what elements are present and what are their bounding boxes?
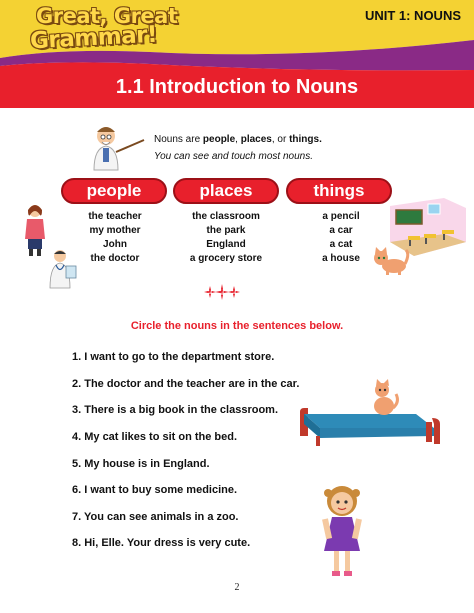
list-item: the teacher — [88, 211, 142, 222]
bed-illustration — [296, 378, 442, 448]
sentence-2: 2. The doctor and the teacher are in the car. — [72, 378, 300, 390]
page-title: 1.1 Introduction to Nouns — [115, 76, 359, 98]
sentence-3: 3. There is a big book in the classroom. — [72, 404, 278, 416]
intro-people: people — [202, 134, 236, 145]
professor-illustration — [90, 124, 148, 172]
list-item: John — [103, 239, 127, 250]
things-list — [306, 210, 376, 266]
intro-sep-1: , — [235, 134, 241, 145]
intro-places: places — [240, 134, 272, 145]
category-pill-things: things — [286, 178, 392, 204]
list-item: the park — [206, 225, 246, 236]
sentence-7: 7. You can see animals in a zoo. — [72, 511, 239, 523]
sentence-1: 1. I want to go to the department store. — [72, 351, 275, 363]
intro-line-1 — [154, 131, 322, 148]
intro-line-2: You can see and touch most nouns. — [154, 151, 313, 162]
logo-line-1: Great, Great — [36, 4, 178, 28]
cat-illustration — [372, 246, 410, 276]
list-item: the doctor — [90, 253, 140, 264]
sparkle-icon — [204, 286, 216, 298]
list-item: a house — [322, 253, 360, 264]
doctor-illustration — [48, 248, 78, 290]
sparkle-divider — [200, 283, 244, 301]
intro-things: things. — [289, 134, 322, 145]
sparkle-icon — [215, 284, 229, 300]
sentence-5: 5. My house is in England. — [72, 458, 210, 470]
list-item: a grocery store — [189, 253, 263, 264]
category-pill-people: people — [61, 178, 167, 204]
list-item: England — [206, 239, 246, 250]
logo-line-2: Grammar! — [29, 21, 158, 55]
instruction-text: Circle the nouns in the sentences below. — [130, 320, 344, 332]
sentence-8: 8. Hi, Elle. Your dress is very cute. — [72, 537, 251, 549]
list-item: the classroom — [192, 211, 260, 222]
sentence-6: 6. I want to buy some medicine. — [72, 484, 238, 496]
teacher-illustration — [22, 203, 48, 257]
people-list — [72, 210, 158, 266]
unit-label: UNIT 1: NOUNS — [364, 8, 461, 23]
intro-text — [154, 131, 322, 165]
sparkle-icon — [228, 286, 240, 298]
list-item: a cat — [329, 239, 353, 250]
sentence-4: 4. My cat likes to sit on the bed. — [72, 431, 238, 443]
intro-prefix: Nouns are — [154, 134, 203, 145]
list-item: my mother — [89, 225, 141, 236]
places-list — [174, 210, 278, 266]
page-number: 2 — [234, 582, 240, 593]
girl-illustration — [320, 481, 364, 581]
intro-sep-2: , or — [271, 134, 290, 145]
list-item: a pencil — [322, 211, 360, 222]
list-item: a car — [329, 225, 353, 236]
category-pill-places: places — [173, 178, 279, 204]
